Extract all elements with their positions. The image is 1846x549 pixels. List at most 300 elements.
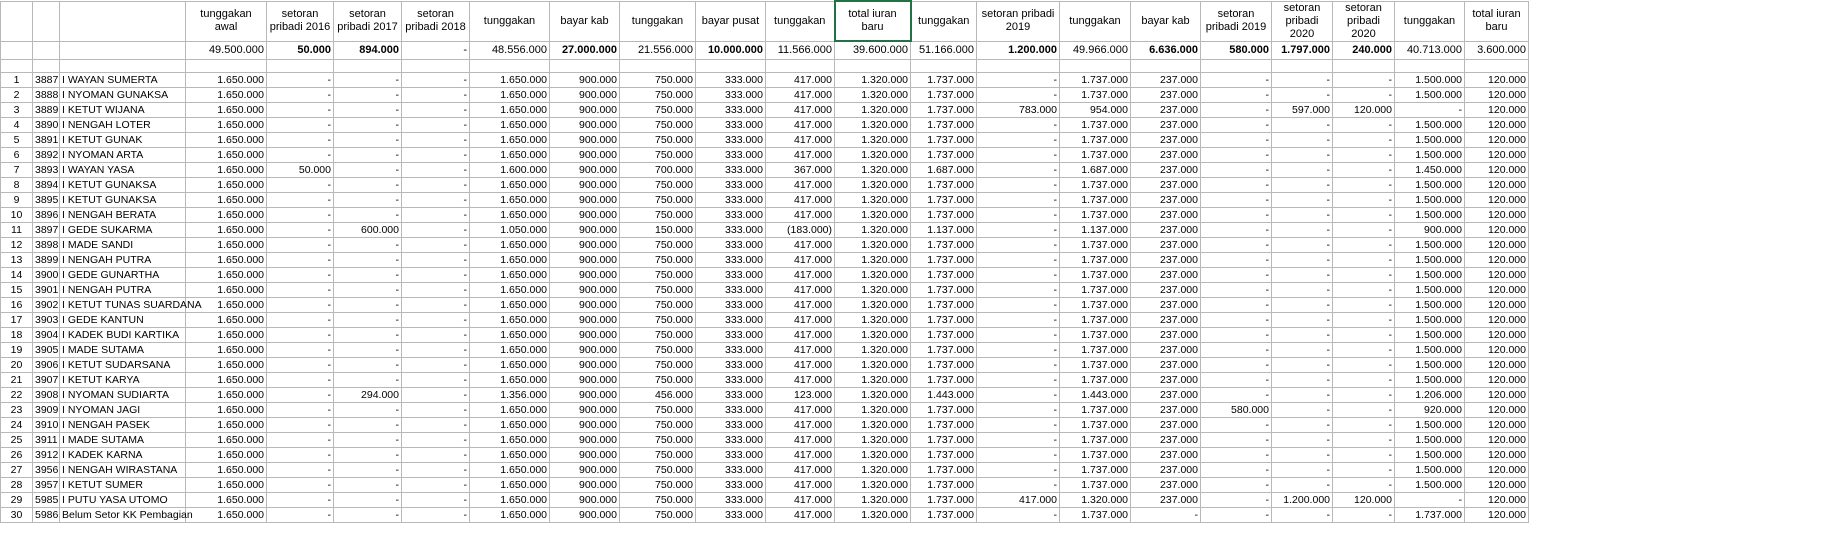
value-cell[interactable]: 1.500.000 xyxy=(1395,88,1465,103)
value-cell[interactable]: 120.000 xyxy=(1465,418,1529,433)
value-cell[interactable]: 1.737.000 xyxy=(911,493,977,508)
member-name-cell[interactable]: I NENGAH LOTER xyxy=(60,118,186,133)
value-cell[interactable]: 1.737.000 xyxy=(1060,313,1131,328)
value-cell[interactable]: - xyxy=(1272,163,1333,178)
value-cell[interactable]: 333.000 xyxy=(696,118,766,133)
value-cell[interactable]: 954.000 xyxy=(1060,103,1131,118)
value-cell[interactable]: 1.206.000 xyxy=(1395,388,1465,403)
value-cell[interactable]: - xyxy=(977,298,1060,313)
value-cell[interactable]: - xyxy=(402,253,470,268)
member-id-cell[interactable]: 3896 xyxy=(33,208,60,223)
value-cell[interactable]: 120.000 xyxy=(1465,208,1529,223)
value-cell[interactable]: 900.000 xyxy=(550,163,620,178)
value-cell[interactable]: - xyxy=(334,403,402,418)
value-cell[interactable]: 120.000 xyxy=(1465,88,1529,103)
value-cell[interactable]: 1.650.000 xyxy=(186,208,267,223)
value-cell[interactable]: - xyxy=(1201,163,1272,178)
value-cell[interactable]: 120.000 xyxy=(1465,223,1529,238)
value-cell[interactable]: 1.650.000 xyxy=(186,223,267,238)
value-cell[interactable]: 1.650.000 xyxy=(186,238,267,253)
member-id-cell[interactable]: 5986 xyxy=(33,508,60,523)
value-cell[interactable]: - xyxy=(1272,73,1333,88)
value-cell[interactable]: - xyxy=(1272,403,1333,418)
member-id-cell[interactable]: 3900 xyxy=(33,268,60,283)
value-cell[interactable]: - xyxy=(1201,88,1272,103)
value-cell[interactable]: 237.000 xyxy=(1131,253,1201,268)
value-cell[interactable]: - xyxy=(1201,328,1272,343)
member-name-cell[interactable]: I MADE SUTAMA xyxy=(60,343,186,358)
value-cell[interactable]: 1.320.000 xyxy=(835,358,911,373)
value-cell[interactable]: 333.000 xyxy=(696,358,766,373)
value-cell[interactable]: - xyxy=(267,268,334,283)
value-cell[interactable]: 1.737.000 xyxy=(911,118,977,133)
column-header[interactable]: setoran pribadi 2016 xyxy=(267,1,334,41)
value-cell[interactable]: 333.000 xyxy=(696,268,766,283)
value-cell[interactable]: 1.650.000 xyxy=(186,313,267,328)
value-cell[interactable]: 1.650.000 xyxy=(186,343,267,358)
value-cell[interactable]: 1.650.000 xyxy=(470,463,550,478)
value-cell[interactable]: 333.000 xyxy=(696,133,766,148)
member-id-cell[interactable]: 3901 xyxy=(33,283,60,298)
value-cell[interactable]: - xyxy=(1333,343,1395,358)
total-cell[interactable]: 1.200.000 xyxy=(977,41,1060,60)
value-cell[interactable]: 237.000 xyxy=(1131,193,1201,208)
member-name-cell[interactable]: Belum Setor KK Pembagian xyxy=(60,508,186,523)
value-cell[interactable]: - xyxy=(1333,478,1395,493)
value-cell[interactable]: - xyxy=(1272,433,1333,448)
value-cell[interactable]: 750.000 xyxy=(620,238,696,253)
value-cell[interactable]: 750.000 xyxy=(620,358,696,373)
value-cell[interactable]: 1.737.000 xyxy=(1060,463,1131,478)
value-cell[interactable]: 1.650.000 xyxy=(470,103,550,118)
value-cell[interactable]: 1.650.000 xyxy=(470,283,550,298)
value-cell[interactable]: 1.650.000 xyxy=(470,433,550,448)
total-cell[interactable]: 10.000.000 xyxy=(696,41,766,60)
row-number-cell[interactable]: 30 xyxy=(1,508,33,523)
value-cell[interactable]: 237.000 xyxy=(1131,283,1201,298)
total-cell[interactable]: 1.797.000 xyxy=(1272,41,1333,60)
value-cell[interactable]: 417.000 xyxy=(766,178,835,193)
member-id-cell[interactable]: 3891 xyxy=(33,133,60,148)
value-cell[interactable]: - xyxy=(1201,73,1272,88)
value-cell[interactable]: 1.737.000 xyxy=(1060,508,1131,523)
value-cell[interactable]: 417.000 xyxy=(766,508,835,523)
value-cell[interactable]: 1.737.000 xyxy=(1060,373,1131,388)
member-id-cell[interactable]: 3887 xyxy=(33,73,60,88)
value-cell[interactable]: - xyxy=(1201,238,1272,253)
value-cell[interactable]: 1.500.000 xyxy=(1395,418,1465,433)
value-cell[interactable]: 237.000 xyxy=(1131,88,1201,103)
value-cell[interactable]: 1.737.000 xyxy=(1060,73,1131,88)
value-cell[interactable]: 1.320.000 xyxy=(835,403,911,418)
total-cell[interactable]: 11.566.000 xyxy=(766,41,835,60)
column-header[interactable]: setoran pribadi 2020 xyxy=(1272,1,1333,41)
value-cell[interactable]: 1.320.000 xyxy=(835,433,911,448)
value-cell[interactable]: 1.320.000 xyxy=(835,343,911,358)
value-cell[interactable]: 1.320.000 xyxy=(835,283,911,298)
empty-cell[interactable] xyxy=(402,60,470,73)
value-cell[interactable]: 1.650.000 xyxy=(470,148,550,163)
column-header[interactable]: tunggakan awal xyxy=(186,1,267,41)
column-header[interactable]: setoran pribadi 2017 xyxy=(334,1,402,41)
value-cell[interactable]: 237.000 xyxy=(1131,433,1201,448)
value-cell[interactable]: 1.737.000 xyxy=(911,133,977,148)
value-cell[interactable]: 1.500.000 xyxy=(1395,373,1465,388)
empty-cell[interactable] xyxy=(1,1,33,41)
value-cell[interactable]: - xyxy=(402,373,470,388)
value-cell[interactable]: 1.737.000 xyxy=(911,148,977,163)
value-cell[interactable]: 237.000 xyxy=(1131,133,1201,148)
value-cell[interactable]: - xyxy=(402,103,470,118)
value-cell[interactable]: - xyxy=(1333,118,1395,133)
value-cell[interactable]: - xyxy=(1333,148,1395,163)
value-cell[interactable]: - xyxy=(1272,418,1333,433)
value-cell[interactable]: 900.000 xyxy=(550,238,620,253)
value-cell[interactable]: - xyxy=(334,508,402,523)
value-cell[interactable]: 333.000 xyxy=(696,163,766,178)
empty-cell[interactable] xyxy=(33,60,60,73)
value-cell[interactable]: - xyxy=(977,223,1060,238)
value-cell[interactable]: 1.500.000 xyxy=(1395,298,1465,313)
value-cell[interactable]: 1.737.000 xyxy=(1060,448,1131,463)
value-cell[interactable]: 237.000 xyxy=(1131,463,1201,478)
value-cell[interactable]: 333.000 xyxy=(696,433,766,448)
empty-cell[interactable] xyxy=(470,60,550,73)
column-header[interactable]: bayar kab xyxy=(1131,1,1201,41)
value-cell[interactable]: 1.320.000 xyxy=(835,193,911,208)
value-cell[interactable]: 120.000 xyxy=(1465,448,1529,463)
value-cell[interactable]: 333.000 xyxy=(696,343,766,358)
value-cell[interactable]: - xyxy=(334,373,402,388)
value-cell[interactable]: - xyxy=(1272,283,1333,298)
value-cell[interactable]: 417.000 xyxy=(766,208,835,223)
value-cell[interactable]: 1.650.000 xyxy=(186,418,267,433)
value-cell[interactable]: 1.737.000 xyxy=(1060,298,1131,313)
value-cell[interactable]: - xyxy=(267,223,334,238)
value-cell[interactable]: - xyxy=(267,448,334,463)
value-cell[interactable]: 120.000 xyxy=(1465,238,1529,253)
total-cell[interactable]: 27.000.000 xyxy=(550,41,620,60)
member-id-cell[interactable]: 3906 xyxy=(33,358,60,373)
value-cell[interactable]: 900.000 xyxy=(550,328,620,343)
value-cell[interactable]: 1.737.000 xyxy=(911,358,977,373)
value-cell[interactable]: 1.650.000 xyxy=(186,88,267,103)
value-cell[interactable]: 417.000 xyxy=(766,88,835,103)
member-name-cell[interactable]: I KETUT WIJANA xyxy=(60,103,186,118)
value-cell[interactable]: - xyxy=(1201,133,1272,148)
value-cell[interactable]: 1.320.000 xyxy=(835,388,911,403)
value-cell[interactable]: 1.500.000 xyxy=(1395,328,1465,343)
value-cell[interactable]: 237.000 xyxy=(1131,358,1201,373)
member-name-cell[interactable]: I NYOMAN GUNAKSA xyxy=(60,88,186,103)
value-cell[interactable]: 237.000 xyxy=(1131,73,1201,88)
value-cell[interactable]: 120.000 xyxy=(1465,193,1529,208)
value-cell[interactable]: 237.000 xyxy=(1131,238,1201,253)
member-name-cell[interactable]: I NYOMAN SUDIARTA xyxy=(60,388,186,403)
value-cell[interactable]: 1.737.000 xyxy=(911,328,977,343)
value-cell[interactable]: 1.737.000 xyxy=(911,508,977,523)
value-cell[interactable]: 417.000 xyxy=(766,493,835,508)
member-id-cell[interactable]: 3909 xyxy=(33,403,60,418)
value-cell[interactable]: - xyxy=(334,193,402,208)
column-header[interactable]: tunggakan xyxy=(766,1,835,41)
value-cell[interactable]: 750.000 xyxy=(620,493,696,508)
row-number-cell[interactable]: 20 xyxy=(1,358,33,373)
value-cell[interactable]: - xyxy=(1333,328,1395,343)
value-cell[interactable]: 1.650.000 xyxy=(470,328,550,343)
value-cell[interactable]: 1.650.000 xyxy=(470,178,550,193)
value-cell[interactable]: - xyxy=(1201,178,1272,193)
value-cell[interactable]: 1.650.000 xyxy=(186,283,267,298)
value-cell[interactable]: 1.200.000 xyxy=(1272,493,1333,508)
value-cell[interactable]: 750.000 xyxy=(620,313,696,328)
value-cell[interactable]: 417.000 xyxy=(766,133,835,148)
empty-cell[interactable] xyxy=(60,41,186,60)
value-cell[interactable]: - xyxy=(267,238,334,253)
member-name-cell[interactable]: I GEDE GUNARTHA xyxy=(60,268,186,283)
member-name-cell[interactable]: I NENGAH PASEK xyxy=(60,418,186,433)
value-cell[interactable]: 900.000 xyxy=(550,448,620,463)
row-number-cell[interactable]: 2 xyxy=(1,88,33,103)
value-cell[interactable]: 1.737.000 xyxy=(911,313,977,328)
value-cell[interactable]: - xyxy=(977,388,1060,403)
value-cell[interactable]: 417.000 xyxy=(766,148,835,163)
value-cell[interactable]: - xyxy=(1333,238,1395,253)
member-id-cell[interactable]: 5985 xyxy=(33,493,60,508)
value-cell[interactable]: - xyxy=(1272,448,1333,463)
value-cell[interactable]: 900.000 xyxy=(550,373,620,388)
value-cell[interactable]: 750.000 xyxy=(620,208,696,223)
value-cell[interactable]: 1.443.000 xyxy=(1060,388,1131,403)
member-name-cell[interactable]: I NENGAH PUTRA xyxy=(60,283,186,298)
value-cell[interactable]: 750.000 xyxy=(620,268,696,283)
value-cell[interactable]: - xyxy=(1395,493,1465,508)
value-cell[interactable]: - xyxy=(1333,133,1395,148)
value-cell[interactable]: 750.000 xyxy=(620,148,696,163)
value-cell[interactable]: 1.500.000 xyxy=(1395,463,1465,478)
value-cell[interactable]: 333.000 xyxy=(696,148,766,163)
value-cell[interactable]: 750.000 xyxy=(620,328,696,343)
value-cell[interactable]: - xyxy=(1201,313,1272,328)
value-cell[interactable]: - xyxy=(1333,163,1395,178)
value-cell[interactable]: - xyxy=(1272,388,1333,403)
value-cell[interactable]: 294.000 xyxy=(334,388,402,403)
value-cell[interactable]: 50.000 xyxy=(267,163,334,178)
value-cell[interactable]: - xyxy=(1201,358,1272,373)
value-cell[interactable]: 1.320.000 xyxy=(835,163,911,178)
value-cell[interactable]: - xyxy=(402,313,470,328)
value-cell[interactable]: 1.650.000 xyxy=(186,148,267,163)
row-number-cell[interactable]: 27 xyxy=(1,463,33,478)
value-cell[interactable]: 1.737.000 xyxy=(911,268,977,283)
value-cell[interactable]: 1.737.000 xyxy=(911,238,977,253)
row-number-cell[interactable]: 21 xyxy=(1,373,33,388)
value-cell[interactable]: 1.500.000 xyxy=(1395,313,1465,328)
value-cell[interactable]: 333.000 xyxy=(696,373,766,388)
empty-cell[interactable] xyxy=(1131,60,1201,73)
member-id-cell[interactable]: 3910 xyxy=(33,418,60,433)
value-cell[interactable]: - xyxy=(334,73,402,88)
value-cell[interactable]: 1.650.000 xyxy=(470,133,550,148)
value-cell[interactable]: 237.000 xyxy=(1131,148,1201,163)
value-cell[interactable]: 750.000 xyxy=(620,433,696,448)
value-cell[interactable]: 750.000 xyxy=(620,283,696,298)
value-cell[interactable]: - xyxy=(1333,283,1395,298)
member-id-cell[interactable]: 3888 xyxy=(33,88,60,103)
empty-cell[interactable] xyxy=(550,60,620,73)
row-number-cell[interactable]: 9 xyxy=(1,193,33,208)
member-id-cell[interactable]: 3957 xyxy=(33,478,60,493)
value-cell[interactable]: - xyxy=(977,358,1060,373)
value-cell[interactable]: 1.650.000 xyxy=(186,118,267,133)
value-cell[interactable]: - xyxy=(1201,493,1272,508)
member-id-cell[interactable]: 3899 xyxy=(33,253,60,268)
member-id-cell[interactable]: 3892 xyxy=(33,148,60,163)
value-cell[interactable]: 120.000 xyxy=(1465,133,1529,148)
value-cell[interactable]: 750.000 xyxy=(620,418,696,433)
value-cell[interactable]: 120.000 xyxy=(1465,178,1529,193)
value-cell[interactable]: 417.000 xyxy=(766,73,835,88)
member-name-cell[interactable]: I GEDE KANTUN xyxy=(60,313,186,328)
value-cell[interactable]: - xyxy=(1272,313,1333,328)
value-cell[interactable]: 900.000 xyxy=(550,508,620,523)
value-cell[interactable]: - xyxy=(1201,103,1272,118)
empty-cell[interactable] xyxy=(766,60,835,73)
value-cell[interactable]: 1.737.000 xyxy=(1060,253,1131,268)
empty-cell[interactable] xyxy=(977,60,1060,73)
value-cell[interactable]: 1.050.000 xyxy=(470,223,550,238)
value-cell[interactable]: - xyxy=(267,328,334,343)
value-cell[interactable]: - xyxy=(1131,508,1201,523)
row-number-cell[interactable]: 7 xyxy=(1,163,33,178)
value-cell[interactable]: 120.000 xyxy=(1465,268,1529,283)
value-cell[interactable]: 750.000 xyxy=(620,178,696,193)
row-number-cell[interactable]: 28 xyxy=(1,478,33,493)
value-cell[interactable]: - xyxy=(977,73,1060,88)
row-number-cell[interactable]: 4 xyxy=(1,118,33,133)
value-cell[interactable]: 1.320.000 xyxy=(835,253,911,268)
value-cell[interactable]: - xyxy=(977,433,1060,448)
value-cell[interactable]: 750.000 xyxy=(620,298,696,313)
value-cell[interactable]: 1.737.000 xyxy=(1060,208,1131,223)
value-cell[interactable]: 120.000 xyxy=(1465,358,1529,373)
value-cell[interactable]: - xyxy=(1333,388,1395,403)
value-cell[interactable]: - xyxy=(267,283,334,298)
empty-cell[interactable] xyxy=(334,60,402,73)
value-cell[interactable]: - xyxy=(334,178,402,193)
value-cell[interactable]: 237.000 xyxy=(1131,478,1201,493)
value-cell[interactable]: 417.000 xyxy=(766,403,835,418)
empty-cell[interactable] xyxy=(835,60,911,73)
member-name-cell[interactable]: I KETUT SUMER xyxy=(60,478,186,493)
value-cell[interactable]: 1.320.000 xyxy=(835,313,911,328)
total-cell[interactable]: 51.166.000 xyxy=(911,41,977,60)
value-cell[interactable]: - xyxy=(267,418,334,433)
value-cell[interactable]: 900.000 xyxy=(550,133,620,148)
value-cell[interactable]: - xyxy=(402,238,470,253)
value-cell[interactable]: 1.356.000 xyxy=(470,388,550,403)
value-cell[interactable]: - xyxy=(977,463,1060,478)
value-cell[interactable]: 1.650.000 xyxy=(470,193,550,208)
value-cell[interactable]: 333.000 xyxy=(696,103,766,118)
value-cell[interactable]: 237.000 xyxy=(1131,298,1201,313)
value-cell[interactable]: 1.320.000 xyxy=(835,463,911,478)
value-cell[interactable]: - xyxy=(334,148,402,163)
value-cell[interactable]: 900.000 xyxy=(550,283,620,298)
value-cell[interactable]: - xyxy=(402,508,470,523)
value-cell[interactable]: 1.443.000 xyxy=(911,388,977,403)
value-cell[interactable]: - xyxy=(402,403,470,418)
value-cell[interactable]: 900.000 xyxy=(550,73,620,88)
value-cell[interactable]: - xyxy=(1272,238,1333,253)
value-cell[interactable]: - xyxy=(1333,433,1395,448)
value-cell[interactable]: - xyxy=(1333,88,1395,103)
empty-cell[interactable] xyxy=(1201,60,1272,73)
value-cell[interactable]: - xyxy=(334,238,402,253)
value-cell[interactable]: 1.500.000 xyxy=(1395,343,1465,358)
value-cell[interactable]: - xyxy=(1272,343,1333,358)
total-cell[interactable]: 21.556.000 xyxy=(620,41,696,60)
value-cell[interactable]: 333.000 xyxy=(696,508,766,523)
value-cell[interactable]: 237.000 xyxy=(1131,493,1201,508)
value-cell[interactable]: 1.500.000 xyxy=(1395,118,1465,133)
member-name-cell[interactable]: I KADEK BUDI KARTIKA xyxy=(60,328,186,343)
value-cell[interactable]: - xyxy=(267,148,334,163)
value-cell[interactable]: 900.000 xyxy=(550,433,620,448)
value-cell[interactable]: 900.000 xyxy=(550,478,620,493)
value-cell[interactable]: 750.000 xyxy=(620,118,696,133)
column-header[interactable]: bayar pusat xyxy=(696,1,766,41)
row-number-cell[interactable]: 16 xyxy=(1,298,33,313)
column-header[interactable]: bayar kab xyxy=(550,1,620,41)
value-cell[interactable]: 1.737.000 xyxy=(1060,433,1131,448)
value-cell[interactable]: 1.320.000 xyxy=(835,148,911,163)
value-cell[interactable]: 417.000 xyxy=(766,283,835,298)
value-cell[interactable]: 1.320.000 xyxy=(835,493,911,508)
value-cell[interactable]: - xyxy=(402,433,470,448)
value-cell[interactable]: - xyxy=(1333,193,1395,208)
value-cell[interactable]: 900.000 xyxy=(550,358,620,373)
value-cell[interactable]: 900.000 xyxy=(550,193,620,208)
value-cell[interactable]: 750.000 xyxy=(620,478,696,493)
value-cell[interactable]: 237.000 xyxy=(1131,103,1201,118)
value-cell[interactable]: 333.000 xyxy=(696,88,766,103)
value-cell[interactable]: 1.137.000 xyxy=(911,223,977,238)
value-cell[interactable]: - xyxy=(1201,508,1272,523)
value-cell[interactable]: - xyxy=(1272,268,1333,283)
empty-cell[interactable] xyxy=(620,60,696,73)
value-cell[interactable]: - xyxy=(267,508,334,523)
value-cell[interactable]: - xyxy=(334,118,402,133)
value-cell[interactable]: 580.000 xyxy=(1201,403,1272,418)
value-cell[interactable]: 1.320.000 xyxy=(835,208,911,223)
value-cell[interactable]: - xyxy=(402,298,470,313)
value-cell[interactable]: 900.000 xyxy=(550,343,620,358)
value-cell[interactable]: 333.000 xyxy=(696,223,766,238)
member-id-cell[interactable]: 3898 xyxy=(33,238,60,253)
value-cell[interactable]: - xyxy=(1272,253,1333,268)
member-name-cell[interactable]: I KADEK KARNA xyxy=(60,448,186,463)
value-cell[interactable]: 1.737.000 xyxy=(911,433,977,448)
value-cell[interactable]: 1.650.000 xyxy=(186,73,267,88)
value-cell[interactable]: - xyxy=(1272,508,1333,523)
value-cell[interactable]: 1.320.000 xyxy=(835,238,911,253)
value-cell[interactable]: 417.000 xyxy=(766,343,835,358)
value-cell[interactable]: 120.000 xyxy=(1465,508,1529,523)
value-cell[interactable]: 1.650.000 xyxy=(470,238,550,253)
value-cell[interactable]: 1.650.000 xyxy=(470,508,550,523)
value-cell[interactable]: 920.000 xyxy=(1395,403,1465,418)
